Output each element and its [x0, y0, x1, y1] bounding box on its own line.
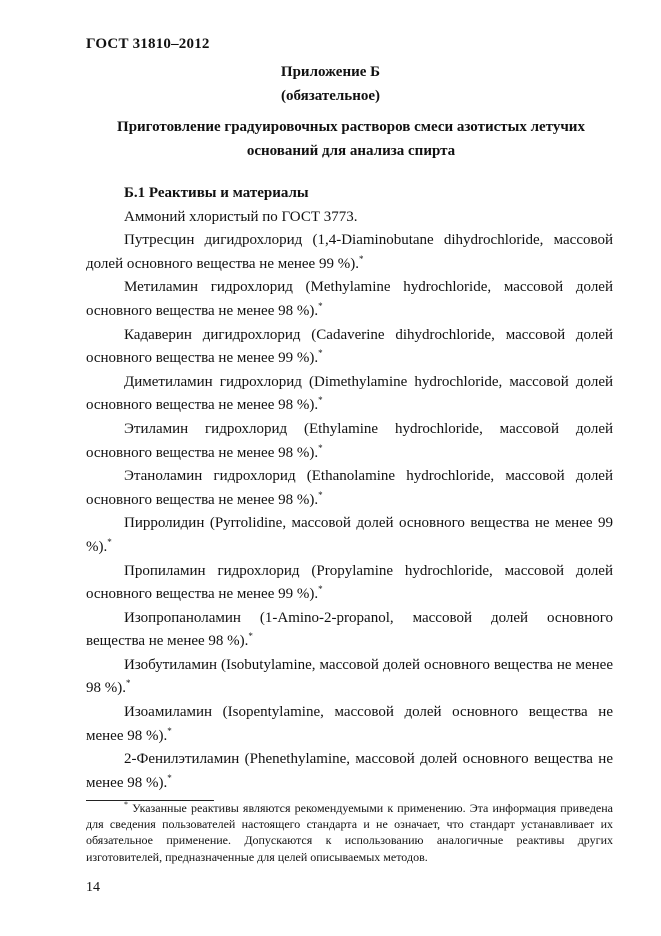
footnote-ref: * — [318, 300, 323, 311]
footnote-ref: * — [107, 536, 112, 547]
reagent-item — [86, 418, 613, 465]
title-line-2: оснований для анализа спирта — [246, 143, 456, 159]
reagent-item — [86, 748, 613, 795]
reagent-item — [86, 206, 613, 230]
section-heading: Б.1 Реактивы и материалы — [124, 185, 309, 201]
reagent-text: Этаноламин гидрохлорид (Ethanolamine hydrochloride, массовой долей основного вещества не менее 98 %). — [86, 468, 613, 508]
reagent-item — [86, 654, 613, 701]
reagent-text: Аммоний хлористый по ГОСТ 3773. — [124, 208, 358, 225]
reagent-item — [86, 465, 613, 512]
page-number: 14 — [86, 880, 100, 895]
reagent-text: Кадаверин дигидрохлорид (Cadaverine dihydrochloride, массовой долей основного вещества не менее 99 %). — [86, 326, 613, 367]
reagent-text: Путресцин дигидрохлорид (1,4-Diaminobutane dihydrochloride, массовой долей основного вещества не менее 99 %). — [86, 232, 613, 272]
footnote-ref: * — [248, 631, 253, 642]
footnote-ref: * — [318, 489, 323, 500]
reagent-text: Пирролидин (Pyrrolidine, массовой долей основного вещества не менее 99 %). — [86, 515, 613, 555]
reagent-item — [86, 229, 613, 276]
reagent-item — [86, 324, 613, 371]
footnote-text: Указанные реактивы являются рекомендуемыми к применению. Эта информация приведена для сведения пользователей настоящего стандарта и не означает, что стандарт устанавливает их обязательное применение. Допускаются к использованию аналогичные реактивы других изготовителей, предназначенные для целей описываемых методов. — [86, 801, 614, 864]
footnote-ref: * — [167, 772, 172, 783]
reagent-item — [86, 512, 613, 559]
appendix-label: Приложение Б — [280, 64, 381, 80]
reagent-text: Пропиламин гидрохлорид (Propylamine hydrochloride, массовой долей основного вещества не менее 99 %). — [86, 562, 613, 603]
reagent-text: Изоамиламин (Isopentylamine, массовой долей основного вещества не менее 98 %). — [86, 704, 613, 744]
appendix-title — [86, 115, 616, 163]
reagent-text: Этиламин гидрохлорид (Ethylamine hydrochloride, массовой долей основного вещества не менее 98 %). — [86, 420, 613, 461]
footnote-ref: * — [358, 253, 364, 264]
reagent-item — [86, 607, 613, 654]
footnote-mark: * — [124, 800, 128, 809]
appendix-status: (обязательное) — [280, 88, 381, 104]
reagent-text: Метиламин гидрохлорид (Methylamine hydrochloride, массовой долей основного вещества не менее 98 %). — [86, 279, 613, 319]
footnote-ref: * — [167, 725, 172, 736]
reagent-text: Диметиламин гидрохлорид (Dimethylamine hydrochloride, массовой долей основного вещества не менее 98 %). — [86, 373, 613, 414]
reagent-text: Изобутиламин (Isobutylamine, массовой долей основного вещества не менее 98 %). — [86, 656, 613, 697]
reagent-item — [86, 560, 613, 607]
reagent-item — [86, 701, 613, 748]
reagent-text: Изопропаноламин (1-Amino-2-propanol, массовой долей основного вещества не менее 98 %). — [86, 609, 613, 650]
footnote-ref: * — [318, 442, 323, 453]
reagent-list — [86, 206, 613, 796]
footnote — [86, 800, 613, 865]
title-line-1: Приготовление градуировочных растворов смеси азотистых летучих — [117, 119, 585, 135]
footnote-ref: * — [318, 395, 323, 406]
reagent-item — [86, 371, 613, 418]
section-body — [86, 182, 613, 795]
footnote-ref: * — [318, 348, 323, 359]
footnote-ref: * — [126, 678, 131, 689]
standard-id: ГОСТ 31810–2012 — [86, 36, 210, 52]
reagent-item — [86, 276, 613, 323]
reagent-text: 2-Фенилэтиламин (Phenethylamine, массовой долей основного вещества не менее 98 %). — [86, 751, 613, 791]
footnote-ref: * — [318, 584, 323, 595]
